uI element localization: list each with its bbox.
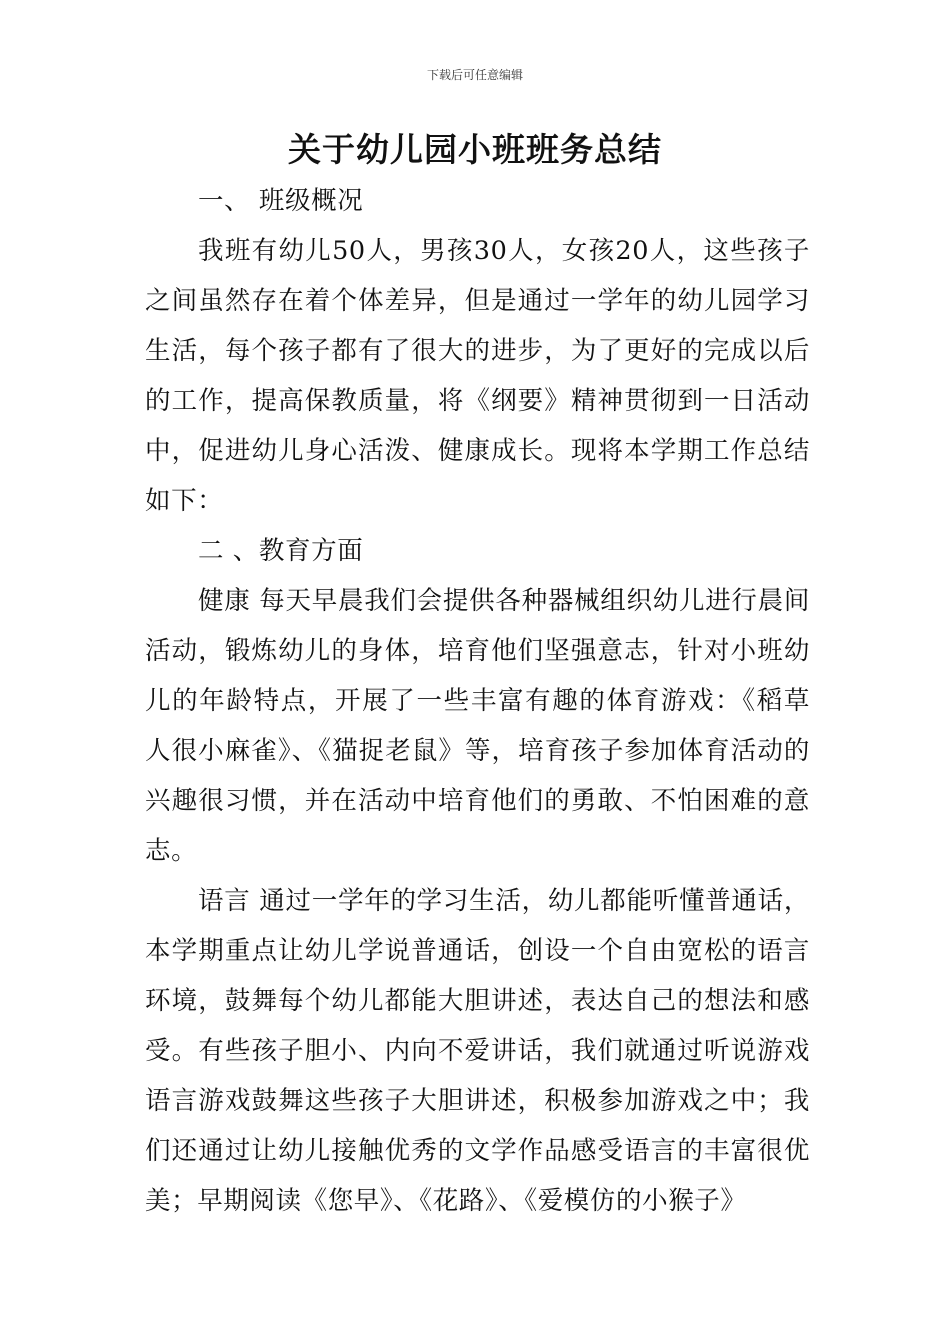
paragraph-overview: 我班有幼儿50人，男孩30人，女孩20人，这些孩子之间虽然存在着个体差异，但是通过一学年的幼儿园学习生活，每个孩子都有了很大的进步，为了更好的完成以后的工作，提高保教质量，将《纲要》精神贯彻到一日活动中，促进幼儿身心活泼、健康成长。现将本学期工作总结如下： [145,236,810,516]
paragraph-language: 语言 通过一学年的学习生活，幼儿都能听懂普通话，本学期重点让幼儿学说普通话，创设一个自由宽松的语言环境，鼓舞每个幼儿都能大胆讲述，表达自己的想法和感受。有些孩子胆小、内向不爱讲话，我们就通过听说游戏语言游戏鼓舞这些孩子大胆讲述，积极参加游戏之中；我们还通过让幼儿接触优秀的文学作品感受语言的丰富很优美；早期阅读《您早》、《花路》、《爱模仿的小猴子》 [145,886,810,1216]
document-title: 关于幼儿园小班班务总结 [288,130,662,169]
section-heading-education: 二 、教育方面 [198,536,364,566]
document-body [145,176,810,1226]
paragraph-health: 健康 每天早晨我们会提供各种器械组织幼儿进行晨间活动，锻炼幼儿的身体，培育他们坚强意志，针对小班幼儿的年龄特点，开展了一些丰富有趣的体育游戏：《稻草人很小麻雀》、《猫捉老鼠》等，培育孩子参加体育活动的兴趣很习惯，并在活动中培育他们的勇敢、不怕困难的意志。 [145,586,810,866]
section-heading-overview: 一、 班级概况 [198,186,364,216]
header-note: 下载后可任意编辑 [426,68,523,82]
